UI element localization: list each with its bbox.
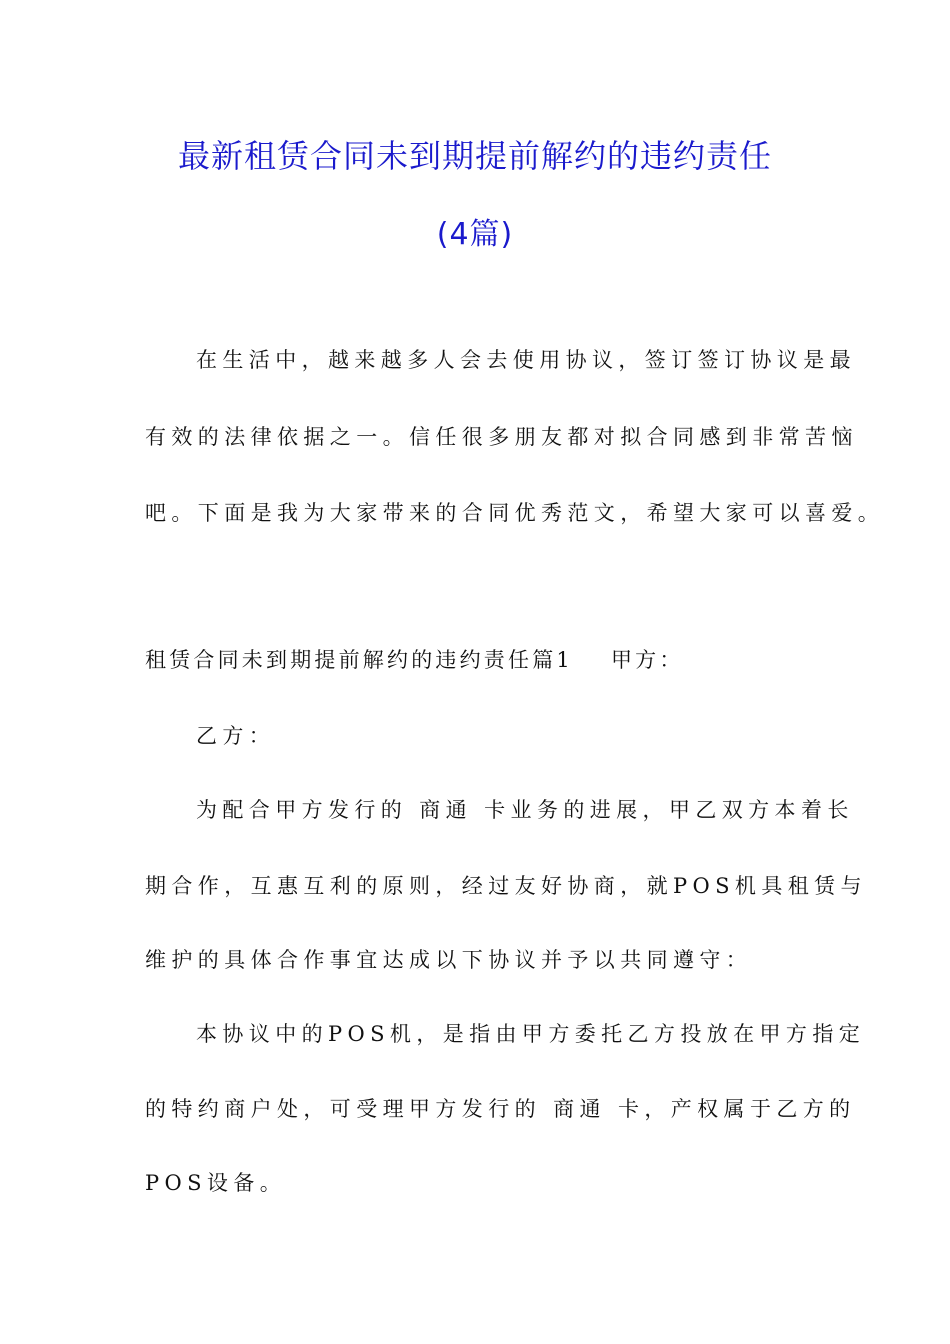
para2-line-1: 本协议中的POS机，是指由甲方委托乙方投放在甲方指定 — [196, 1022, 866, 1046]
intro-line-1: 在生活中，越来越多人会去使用协议，签订签订协议是最 — [196, 348, 856, 372]
document-title-line2: (4篇) — [436, 217, 514, 252]
party-b-label: 乙方： — [196, 724, 276, 748]
document-title-line1: 最新租赁合同未到期提前解约的违约责任 — [177, 137, 772, 175]
para2-line-3: POS设备。 — [145, 1171, 287, 1195]
intro-line-2: 有效的法律依据之一。信任很多朋友都对拟合同感到非常苦恼 — [145, 425, 858, 449]
section-heading-line — [145, 645, 825, 675]
para1-line-3: 维护的具体合作事宜达成以下协议并予以共同遵守： — [145, 948, 753, 972]
para1-line-2: 期合作，互惠互利的原则，经过友好协商，就POS机具租赁与 — [145, 874, 867, 898]
para2-line-2: 的特约商户处，可受理甲方发行的 商通 卡，产权属于乙方的 — [145, 1097, 856, 1121]
intro-line-3: 吧。下面是我为大家带来的合同优秀范文，希望大家可以喜爱。 — [145, 501, 885, 525]
party-a-label: 甲方： — [610, 648, 684, 672]
para1-line-1: 为配合甲方发行的 商通 卡业务的进展，甲乙双方本着长 — [196, 798, 854, 822]
section-heading: 租赁合同未到期提前解约的违约责任篇1 — [145, 648, 573, 672]
